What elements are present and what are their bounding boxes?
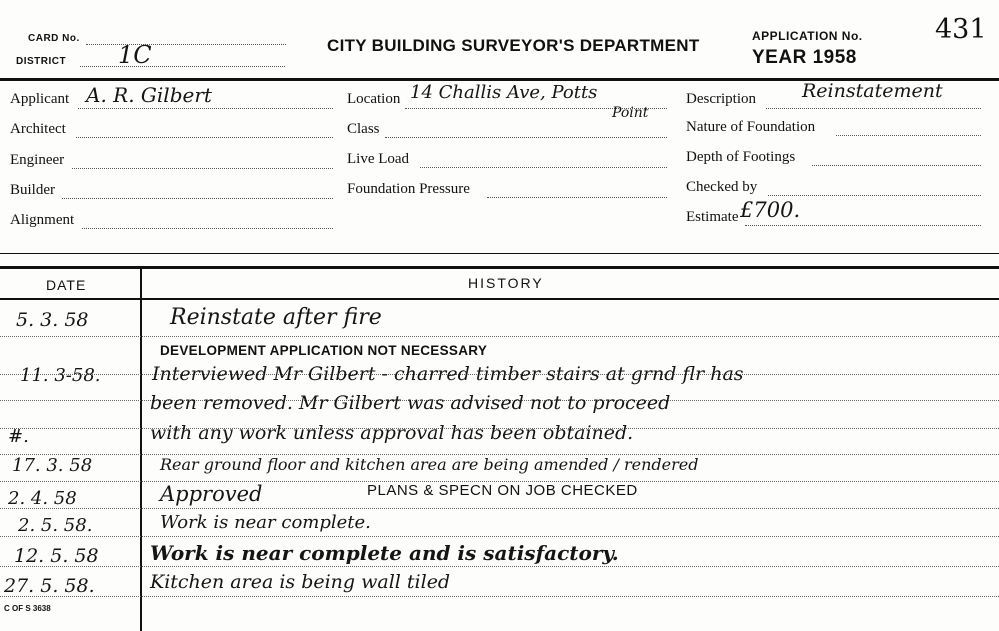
history-header-rule <box>0 298 999 300</box>
entry-text: Reinstate after fire <box>170 305 382 330</box>
depth-of-footings-label: Depth of Footings <box>686 149 796 165</box>
form-code: C OF S 3638 <box>4 604 51 613</box>
entry-text: Approved <box>160 482 263 506</box>
builder-label: Builder <box>10 182 55 198</box>
location-value: 14 Challis Ave, Potts <box>410 82 598 103</box>
district-value: 1C <box>118 41 152 69</box>
district-line <box>80 66 285 67</box>
engineer-label: Engineer <box>10 152 65 168</box>
year-label: YEAR 1958 <box>752 47 857 68</box>
history-header: HISTORY <box>468 275 544 291</box>
row-rule <box>0 508 999 509</box>
card-no-line <box>86 44 286 45</box>
entry-text: been removed. Mr Gilbert was advised not to proceed <box>150 392 671 414</box>
entry-date: 5. 3. 58 <box>16 309 89 331</box>
alignment-line <box>82 228 333 229</box>
description-value: Reinstatement <box>802 80 943 102</box>
date-column-divider <box>140 268 142 631</box>
entry-text: Work is near complete and is satisfactory. <box>150 541 619 565</box>
foundation-pressure-line <box>487 197 667 198</box>
estimate-label: Estimate <box>686 209 739 225</box>
nature-of-foundation-line <box>836 135 981 136</box>
entry-text: Work is near complete. <box>160 512 371 533</box>
entry-text: Rear ground floor and kitchen area are being amended / rendered <box>160 455 699 474</box>
entry-date: 27. 5. 58. <box>4 575 95 597</box>
alignment-label: Alignment <box>10 212 75 228</box>
description-line <box>766 108 981 109</box>
section-divider-top <box>0 253 999 254</box>
entry-date: #. <box>8 426 29 447</box>
entry-date: 11. 3-58. <box>20 365 101 386</box>
application-label: APPLICATION No. <box>752 29 863 43</box>
row-rule <box>0 336 999 337</box>
checked-by-line <box>768 195 981 196</box>
depth-of-footings-line <box>812 165 981 166</box>
entry-date: 17. 3. 58 <box>12 455 93 476</box>
department-title: CITY BUILDING SURVEYOR'S DEPARTMENT <box>327 36 700 55</box>
entry-text: with any work unless approval has been obtained. <box>150 422 634 444</box>
description-label: Description <box>686 91 756 107</box>
architect-line <box>76 137 333 138</box>
section-divider <box>0 266 999 269</box>
checked-by-label: Checked by <box>686 179 758 195</box>
plans-checked-stamp: PLANS & SPECN ON JOB CHECKED <box>367 482 638 499</box>
builder-line <box>62 198 333 199</box>
engineer-line <box>72 168 333 169</box>
entry-text: Interviewed Mr Gilbert - charred timber stairs at grnd flr has <box>152 363 744 385</box>
date-header: DATE <box>46 277 87 293</box>
applicant-line <box>78 108 333 109</box>
estimate-value: £700. <box>740 198 801 222</box>
architect-label: Architect <box>10 121 66 137</box>
row-rule <box>0 536 999 537</box>
applicant-value: A. R. Gilbert <box>86 83 212 107</box>
nature-of-foundation-label: Nature of Foundation <box>686 119 816 135</box>
entry-text: Kitchen area is being wall tiled <box>150 571 451 593</box>
foundation-pressure-label: Foundation Pressure <box>347 181 470 197</box>
live-load-label: Live Load <box>347 151 410 167</box>
applicant-label: Applicant <box>10 91 70 107</box>
location-value-suburb: Point <box>612 105 649 121</box>
entry-date: 12. 5. 58 <box>14 545 99 567</box>
row-rule <box>0 566 999 567</box>
class-label: Class <box>347 121 380 137</box>
entry-date: 2. 4. 58 <box>8 488 77 509</box>
application-number: 431 <box>935 14 987 45</box>
row-rule <box>0 596 999 597</box>
development-stamp: DEVELOPMENT APPLICATION NOT NECESSARY <box>160 343 488 358</box>
district-label: DISTRICT <box>16 56 67 67</box>
location-label: Location <box>347 91 401 107</box>
card-no-label: CARD No. <box>28 33 80 44</box>
class-line <box>385 137 667 138</box>
entry-date: 2. 5. 58. <box>18 515 93 536</box>
estimate-line <box>745 225 981 226</box>
live-load-line <box>420 167 667 168</box>
